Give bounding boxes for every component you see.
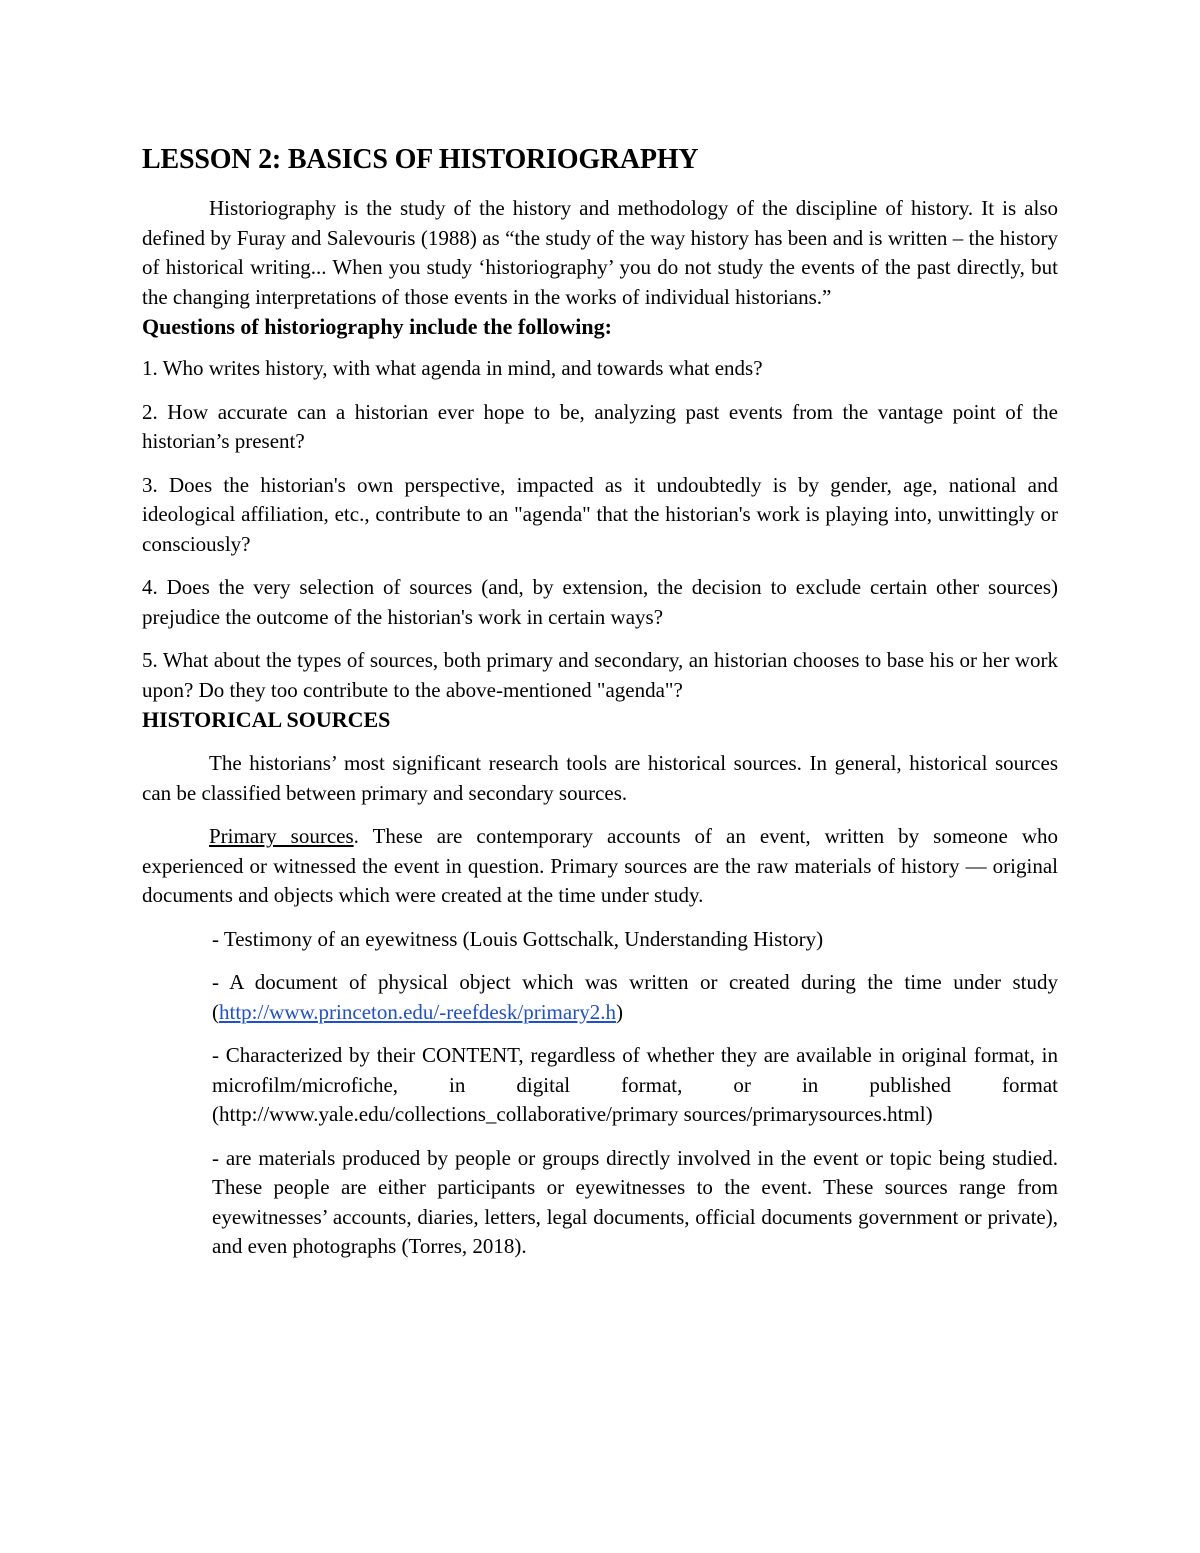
sources-intro-paragraph: The historians’ most significant research tools are historical sources. In general, historical sources can be classified between primary and secondary sources. bbox=[142, 751, 1058, 805]
question-item-1: 1. Who writes history, with what agenda in mind, and towards what ends? bbox=[142, 356, 763, 380]
bullet-eyewitness: - Testimony of an eyewitness (Louis Gottschalk, Understanding History) bbox=[212, 926, 824, 951]
question-item-4: 4. Does the very selection of sources (and, by extension, the decision to exclude certain other sources) prejudice the outcome of the historian's work in certain ways? bbox=[142, 575, 1058, 629]
intro-paragraph: Historiography is the study of the history and methodology of the discipline of history. It is also defined by Furay and Salevouris (1988) as “the study of the way history has been and is written – the history of historical writing... When you study ‘historiography’ you do not study the events of the past directly, but the changing interpretations of those events in the works of individual historians.” bbox=[142, 196, 1058, 309]
primary-sources-paragraph bbox=[142, 822, 1058, 911]
bullet-materials: - are materials produced by people or groups directly involved in the event or topic being studied. These people are either participants or eyewitnesses to the event. These sources range from eyewitnesses’ accounts, diaries, letters, legal documents, official documents government or private), and even photographs (Torres, 2018). bbox=[212, 1145, 1058, 1258]
question-item-2: 2. How accurate can a historian ever hope to be, analyzing past events from the vantage point of the historian’s present? bbox=[142, 399, 1058, 453]
document-content bbox=[142, 140, 1058, 1262]
lesson-title: LESSON 2: BASICS OF HISTORIOGRAPHY bbox=[142, 144, 699, 175]
primary-sources-term: Primary sources bbox=[209, 824, 354, 848]
questions-heading: Questions of historiography include the following: bbox=[142, 314, 612, 339]
bullet-document-close: ) bbox=[615, 999, 623, 1024]
bullet-document-text: - A document of physical object which was written or created during the time under study ( bbox=[212, 970, 1058, 1024]
historical-sources-heading: HISTORICAL SOURCES bbox=[142, 707, 391, 732]
questions-list bbox=[142, 354, 1058, 705]
question-item-5: 5. What about the types of sources, both primary and secondary, an historian chooses to base his or her work upon? Do they too contribute to the above-mentioned "agenda"? bbox=[142, 648, 1058, 702]
question-item-3: 3. Does the historian's own perspective, impacted as it undoubtedly is by gender, age, national and ideological affiliation, etc., contribute to an "agenda" that the historian's work is playing into, unwittingly or consciously? bbox=[142, 472, 1058, 556]
bullet-document bbox=[212, 968, 1058, 1027]
princeton-link[interactable]: http://www.princeton.edu/-reefdesk/primary2.h bbox=[219, 999, 616, 1024]
primary-sources-definition: . These are contemporary accounts of an event, written by someone who experienced or witnessed the event in question. Primary sources are the raw materials of history — original documents and objects which were created at the time under study. bbox=[142, 824, 1059, 907]
bullet-content: - Characterized by their CONTENT, regardless of whether they are available in original format, in microfilm/microfiche, in digital format, or in published format (http://www.yale.edu/collections_collaborative/primary sources/primarysources.html) bbox=[212, 1043, 1058, 1126]
